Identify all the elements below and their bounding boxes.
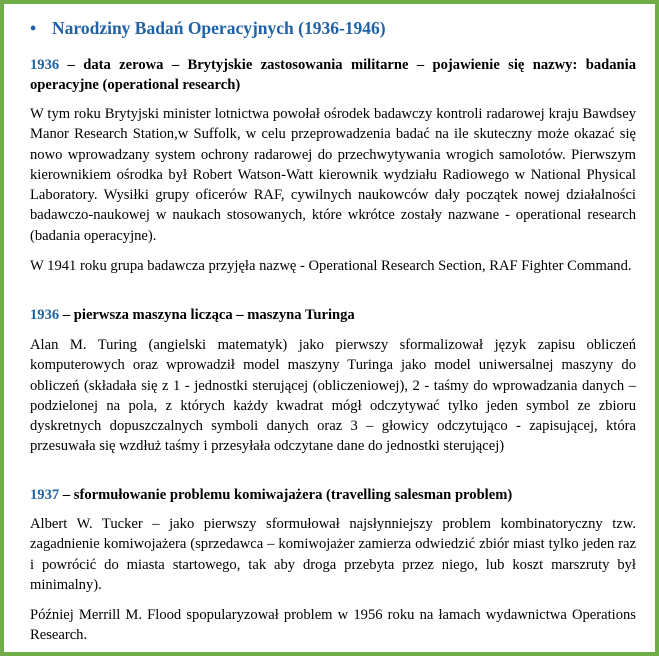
title-text: Narodziny Badań Operacyjnych (1936-1946) bbox=[52, 18, 386, 38]
section-heading-1 bbox=[30, 55, 636, 96]
section-paragraph: Albert W. Tucker – jako pierwszy sformułował najsłynniejszy problem kombinatoryczny tzw. zagadnienie komiwojażera (sprzedawca – komiwojażer zamierza odwiedzić zbiór miast tylko jeden raz i powrócić do miasta startowego, tak aby droga przebyta przez niego, lub koszt marszruty był minimalny). bbox=[30, 516, 636, 593]
section-year: 1937 bbox=[30, 487, 60, 503]
bullet-icon: • bbox=[30, 18, 37, 38]
section-paragraph: W tym roku Brytyjski minister lotnictwa powołał ośrodek badawczy kontroli radarowej kraju Bawdsey Manor Research Station,w Suffolk, w celu przeprowadzenia badać na ile skuteczny może okazać się nowo wprowadzany system ochrony radarowej do przechwytywania wrogich samolotów. Pierwszym kierownikiem ośrodka był Robert Watson-Watt kierownik wydziału Radiowego w National Physical Laboratory. Wysiłki grupy oficerów RAF, cywilnych naukowców dały początek nowej działalności badawczo-naukowej w naukach stosowanych, które wkrótce zostały nazwane - operational research (badania operacyjne). bbox=[30, 106, 636, 244]
section-paragraph: W 1941 roku grupa badawcza przyjęła nazwę - Operational Research Section, RAF Fighter Command. bbox=[30, 258, 632, 274]
section-heading-2 bbox=[30, 305, 636, 325]
page-title bbox=[30, 18, 386, 39]
section-heading-text: – pierwsza maszyna licząca – maszyna Turinga bbox=[59, 307, 355, 323]
section-year: 1936 bbox=[30, 57, 60, 73]
section-paragraph: Później Merrill M. Flood spopularyzował problem w 1956 roku na łamach wydawnictwa Operations Research. bbox=[30, 607, 636, 644]
section-heading-3 bbox=[30, 485, 636, 505]
section-heading-text: – data zerowa – Brytyjskie zastosowania militarne – pojawienie się nazwy: badania operacyjne (operational research) bbox=[30, 57, 636, 94]
section-heading-text: – sformułowanie problemu komiwajażera (travelling salesman problem) bbox=[59, 487, 513, 503]
section-paragraph: Alan M. Turing (angielski matematyk) jako pierwszy sformalizował język zapisu obliczeń komputerowych oraz wprowadził model maszyny Turinga jako model uniwersalnej maszyny do obliczeń (składała się z 1 - jednostki sterującej (obliczeniowej), 2 - taśmy do wprowadzania danych – podzielonej na pola, z których każdy kwadrat mógł odczytywać tylko jeden symbol ze zbioru dyskretnych dopuszczalnych symboli danych oraz 3 – głowicy odczytująco - zapisującej, która przesuwała się wzdłuż taśmy i przesyłała odczytane dane do jednostki sterującej) bbox=[30, 337, 636, 455]
section-year: 1936 bbox=[30, 307, 60, 323]
